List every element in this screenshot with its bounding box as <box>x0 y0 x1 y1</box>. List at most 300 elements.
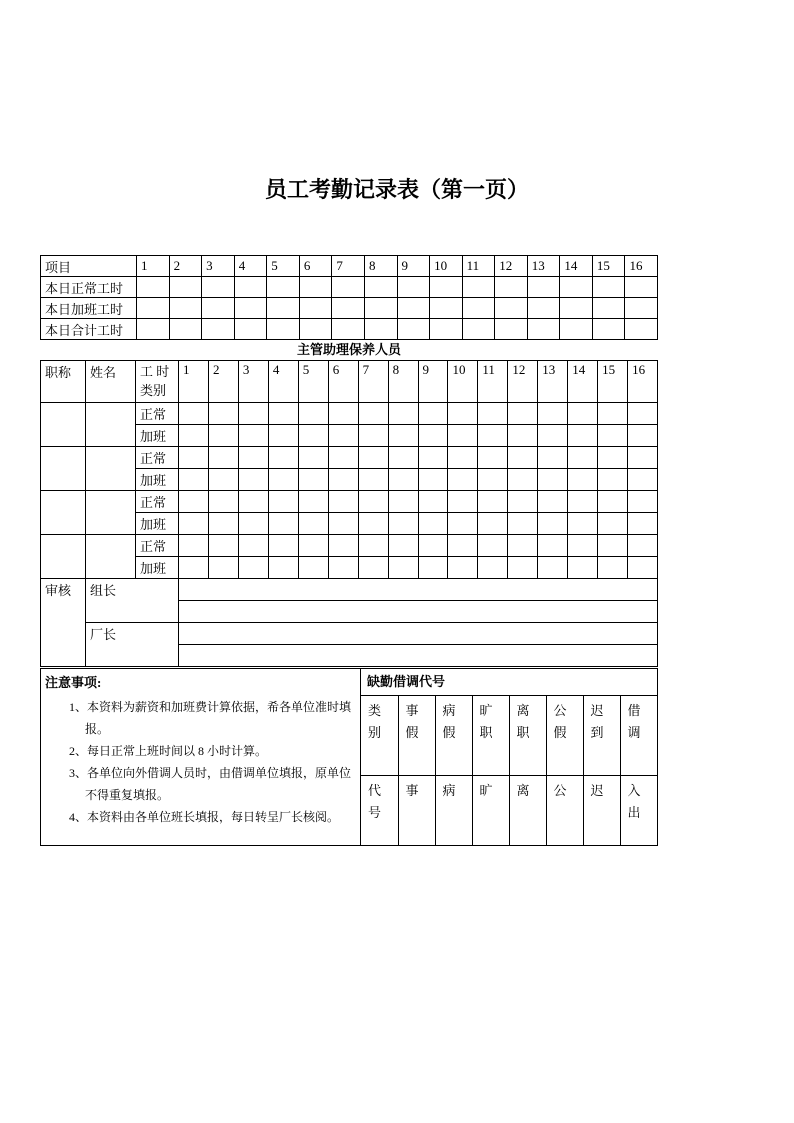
entry-cell <box>625 319 658 340</box>
entry-cell <box>202 277 235 298</box>
entry-cell <box>508 535 538 557</box>
section-label: 主管助理保养人员 <box>296 342 401 357</box>
items-header-cell: 项目 <box>41 256 137 277</box>
entry-cell <box>268 491 298 513</box>
code-cell <box>620 776 657 846</box>
title-col-header: 职称 <box>41 361 86 403</box>
entry-cell <box>137 319 170 340</box>
note-item: 1、本资料为薪资和加班费计算依据，希各单位准时填报。 <box>69 700 352 736</box>
entry-cell <box>478 535 508 557</box>
entry-cell <box>560 319 593 340</box>
entry-cell <box>332 277 365 298</box>
type-label-overtime: 加班 <box>136 469 179 491</box>
entry-cell <box>234 298 267 319</box>
detail-row-normal <box>41 535 658 557</box>
entry-cell <box>508 491 538 513</box>
category-cell <box>435 696 472 776</box>
codes-title: 缺勤借调代号 <box>367 674 446 689</box>
code-text: 旷 <box>479 783 493 798</box>
type-col-header <box>136 361 179 403</box>
category-text: 借调 <box>627 703 641 740</box>
title-cell <box>41 447 86 491</box>
entry-cell <box>238 535 268 557</box>
entry-cell <box>628 535 658 557</box>
entry-cell <box>598 447 628 469</box>
entry-cell <box>328 447 358 469</box>
audit-label-cell: 审核 <box>41 579 86 667</box>
total-hours-row <box>41 319 658 340</box>
note-item: 4、本资料由各单位班长填报，每日转呈厂长核阅。 <box>69 810 340 824</box>
entry-cell <box>328 557 358 579</box>
entry-cell <box>448 535 478 557</box>
entry-cell <box>568 469 598 491</box>
overtime-hours-row <box>41 298 658 319</box>
entry-cell <box>430 319 463 340</box>
entry-cell <box>568 557 598 579</box>
detail-row-normal <box>41 447 658 469</box>
entry-cell <box>332 298 365 319</box>
type-label-normal: 正常 <box>136 491 179 513</box>
type-col-header-line2: 类别 <box>140 383 167 398</box>
entry-cell <box>238 403 268 425</box>
entry-cell <box>169 319 202 340</box>
entry-cell <box>328 491 358 513</box>
entry-cell <box>234 319 267 340</box>
day-number-cell: 2 <box>169 256 202 277</box>
category-cell <box>509 696 546 776</box>
entry-cell <box>568 513 598 535</box>
entry-cell <box>538 469 568 491</box>
entry-cell <box>568 491 598 513</box>
entry-cell <box>478 403 508 425</box>
entry-cell <box>267 298 300 319</box>
entry-cell <box>208 469 238 491</box>
entry-cell <box>358 491 388 513</box>
code-cell <box>509 776 546 846</box>
entry-cell <box>538 403 568 425</box>
day-header-cell: 2 <box>208 361 238 403</box>
day-header-cell: 4 <box>268 361 298 403</box>
entry-cell <box>508 513 538 535</box>
day-header-cell: 14 <box>568 361 598 403</box>
entry-cell <box>268 557 298 579</box>
entry-cell <box>179 513 209 535</box>
entry-cell <box>538 425 568 447</box>
day-header-cell: 1 <box>179 361 209 403</box>
category-label-cell <box>361 696 398 776</box>
entry-cell <box>388 425 418 447</box>
title-cell <box>41 535 86 579</box>
entry-cell <box>628 469 658 491</box>
entry-cell <box>208 425 238 447</box>
entry-cell <box>298 469 328 491</box>
entry-cell <box>137 298 170 319</box>
signature-cell <box>179 645 658 667</box>
entry-cell <box>388 469 418 491</box>
entry-cell <box>527 298 560 319</box>
entry-cell <box>234 277 267 298</box>
entry-cell <box>328 403 358 425</box>
category-text: 迟到 <box>590 703 604 740</box>
title-cell <box>41 491 86 535</box>
day-number-cell: 11 <box>462 256 495 277</box>
entry-cell <box>598 403 628 425</box>
day-header-cell: 5 <box>298 361 328 403</box>
entry-cell <box>358 469 388 491</box>
category-cell <box>583 696 620 776</box>
entry-cell <box>508 403 538 425</box>
day-number-cell: 3 <box>202 256 235 277</box>
signature-cell <box>179 601 658 623</box>
entry-cell <box>508 557 538 579</box>
group-leader-cell: 组长 <box>86 579 179 623</box>
entry-cell <box>418 403 448 425</box>
entry-cell <box>508 447 538 469</box>
entry-cell <box>238 513 268 535</box>
day-header-cell: 6 <box>328 361 358 403</box>
day-number-cell: 5 <box>267 256 300 277</box>
entry-cell <box>328 469 358 491</box>
name-cell <box>86 447 136 491</box>
entry-cell <box>418 425 448 447</box>
factory-director-cell: 厂长 <box>86 623 179 667</box>
entry-cell <box>568 425 598 447</box>
entry-cell <box>628 447 658 469</box>
signature-cell <box>179 623 658 645</box>
entry-cell <box>448 425 478 447</box>
entry-cell <box>598 491 628 513</box>
notes-title: 注意事项: <box>45 675 102 690</box>
entry-cell <box>179 491 209 513</box>
code-text: 事 <box>405 783 419 798</box>
entry-cell <box>625 298 658 319</box>
day-number-cell: 8 <box>364 256 397 277</box>
entry-cell <box>238 425 268 447</box>
entry-cell <box>298 403 328 425</box>
entry-cell <box>358 513 388 535</box>
day-number-cell: 15 <box>592 256 625 277</box>
entry-cell <box>592 298 625 319</box>
entry-cell <box>598 425 628 447</box>
entry-cell <box>202 298 235 319</box>
entry-cell <box>358 447 388 469</box>
entry-cell <box>169 277 202 298</box>
day-number-cell: 16 <box>625 256 658 277</box>
entry-cell <box>298 447 328 469</box>
entry-cell <box>568 447 598 469</box>
entry-cell <box>478 513 508 535</box>
entry-cell <box>358 425 388 447</box>
entry-cell <box>418 513 448 535</box>
entry-cell <box>448 557 478 579</box>
type-label-overtime: 加班 <box>136 513 179 535</box>
entry-cell <box>298 513 328 535</box>
entry-cell <box>418 535 448 557</box>
type-label-normal: 正常 <box>136 403 179 425</box>
day-header-cell: 12 <box>508 361 538 403</box>
entry-cell <box>299 319 332 340</box>
entry-cell <box>388 447 418 469</box>
category-text: 离职 <box>516 703 530 740</box>
entry-cell <box>418 469 448 491</box>
entry-cell <box>628 557 658 579</box>
entry-cell <box>628 425 658 447</box>
code-label-cell <box>361 776 398 846</box>
normal-hours-row <box>41 277 658 298</box>
type-label-normal: 正常 <box>136 535 179 557</box>
entry-cell <box>179 469 209 491</box>
name-col-header: 姓名 <box>86 361 136 403</box>
entry-cell <box>462 277 495 298</box>
name-cell <box>86 403 136 447</box>
entry-cell <box>508 425 538 447</box>
entry-cell <box>418 557 448 579</box>
day-header-cell: 7 <box>358 361 388 403</box>
entry-cell <box>628 403 658 425</box>
code-text: 迟 <box>590 783 604 798</box>
entry-cell <box>388 491 418 513</box>
entry-cell <box>208 447 238 469</box>
entry-cell <box>560 277 593 298</box>
entry-cell <box>299 277 332 298</box>
day-number-cell: 1 <box>137 256 170 277</box>
entry-cell <box>430 298 463 319</box>
code-text: 病 <box>442 783 456 798</box>
entry-cell <box>238 469 268 491</box>
notes-pane <box>41 669 361 845</box>
entry-cell <box>448 491 478 513</box>
entry-cell <box>358 557 388 579</box>
entry-cell <box>202 319 235 340</box>
day-header-cell: 13 <box>538 361 568 403</box>
note-list <box>45 696 358 828</box>
entry-cell <box>592 319 625 340</box>
entry-cell <box>268 513 298 535</box>
entry-cell <box>448 469 478 491</box>
entry-cell <box>332 319 365 340</box>
entry-cell <box>628 513 658 535</box>
entry-cell <box>298 535 328 557</box>
title-cell <box>41 403 86 447</box>
entry-cell <box>328 535 358 557</box>
entry-cell <box>568 535 598 557</box>
personnel-detail-table <box>40 360 658 667</box>
category-cell <box>398 696 435 776</box>
entry-cell <box>538 491 568 513</box>
detail-row-normal <box>41 491 658 513</box>
category-cell <box>472 696 509 776</box>
day-number-cell: 14 <box>560 256 593 277</box>
day-header-cell: 15 <box>598 361 628 403</box>
entry-cell <box>238 447 268 469</box>
entry-cell <box>208 513 238 535</box>
entry-cell <box>388 403 418 425</box>
entry-cell <box>328 513 358 535</box>
name-cell <box>86 491 136 535</box>
code-cell <box>583 776 620 846</box>
day-header-cell: 8 <box>388 361 418 403</box>
daily-hours-table <box>40 255 658 340</box>
row-label-overtime: 本日加班工时 <box>41 298 137 319</box>
audit-row <box>41 579 658 601</box>
row-label-normal: 本日正常工时 <box>41 277 137 298</box>
entry-cell <box>358 535 388 557</box>
entry-cell <box>208 491 238 513</box>
type-label-normal: 正常 <box>136 447 179 469</box>
entry-cell <box>268 447 298 469</box>
detail-row-normal <box>41 403 658 425</box>
day-number-cell: 13 <box>527 256 560 277</box>
day-number-cell: 6 <box>299 256 332 277</box>
entry-cell <box>397 319 430 340</box>
entry-cell <box>298 557 328 579</box>
entry-cell <box>298 491 328 513</box>
page-title: 员工考勤记录表（第一页） <box>264 177 529 202</box>
code-text: 公 <box>553 783 567 798</box>
entry-cell <box>538 535 568 557</box>
audit-row <box>41 623 658 645</box>
entry-cell <box>418 491 448 513</box>
entry-cell <box>238 557 268 579</box>
entry-cell <box>495 277 528 298</box>
entry-cell <box>388 557 418 579</box>
day-number-cell: 4 <box>234 256 267 277</box>
entry-cell <box>478 469 508 491</box>
entry-cell <box>397 277 430 298</box>
type-label-overtime: 加班 <box>136 425 179 447</box>
hours-header-row <box>41 256 658 277</box>
entry-cell <box>169 298 202 319</box>
entry-cell <box>568 403 598 425</box>
entry-cell <box>358 403 388 425</box>
name-cell <box>86 535 136 579</box>
day-header-cell: 11 <box>478 361 508 403</box>
entry-cell <box>268 403 298 425</box>
entry-cell <box>179 403 209 425</box>
entry-cell <box>268 425 298 447</box>
entry-cell <box>388 513 418 535</box>
category-text: 旷职 <box>479 703 493 740</box>
note-item: 2、每日正常上班时间以 8 小时计算。 <box>69 744 268 758</box>
category-text: 病假 <box>442 703 456 740</box>
code-cell <box>435 776 472 846</box>
entry-cell <box>364 319 397 340</box>
entry-cell <box>592 277 625 298</box>
entry-cell <box>478 557 508 579</box>
entry-cell <box>238 491 268 513</box>
entry-cell <box>538 557 568 579</box>
category-label: 类别 <box>368 703 382 740</box>
entry-cell <box>268 535 298 557</box>
entry-cell <box>495 298 528 319</box>
day-number-cell: 10 <box>430 256 463 277</box>
entry-cell <box>267 277 300 298</box>
entry-cell <box>538 513 568 535</box>
entry-cell <box>462 319 495 340</box>
entry-cell <box>598 535 628 557</box>
category-text: 公假 <box>553 703 567 740</box>
row-label-total: 本日合计工时 <box>41 319 137 340</box>
entry-cell <box>462 298 495 319</box>
entry-cell <box>418 447 448 469</box>
code-cell <box>546 776 583 846</box>
code-row <box>361 776 657 846</box>
codes-pane <box>361 669 657 845</box>
day-header-cell: 16 <box>628 361 658 403</box>
entry-cell <box>598 557 628 579</box>
day-number-cell: 9 <box>397 256 430 277</box>
notes-and-codes-section <box>40 668 658 846</box>
code-text: 离 <box>516 783 530 798</box>
category-text: 事假 <box>405 703 419 740</box>
entry-cell <box>268 469 298 491</box>
code-cell <box>398 776 435 846</box>
entry-cell <box>208 535 238 557</box>
entry-cell <box>448 513 478 535</box>
day-number-cell: 12 <box>495 256 528 277</box>
entry-cell <box>328 425 358 447</box>
entry-cell <box>299 298 332 319</box>
entry-cell <box>179 535 209 557</box>
entry-cell <box>527 319 560 340</box>
day-number-cell: 7 <box>332 256 365 277</box>
entry-cell <box>267 319 300 340</box>
code-label: 代号 <box>368 783 382 820</box>
entry-cell <box>625 277 658 298</box>
entry-cell <box>560 298 593 319</box>
entry-cell <box>137 277 170 298</box>
category-cell <box>620 696 657 776</box>
entry-cell <box>538 447 568 469</box>
signature-cell <box>179 579 658 601</box>
detail-header-row <box>41 361 658 403</box>
entry-cell <box>478 425 508 447</box>
entry-cell <box>179 557 209 579</box>
entry-cell <box>430 277 463 298</box>
entry-cell <box>179 425 209 447</box>
entry-cell <box>298 425 328 447</box>
entry-cell <box>364 298 397 319</box>
codes-table <box>361 695 657 846</box>
type-col-header-line1: 工 时 <box>140 364 170 379</box>
entry-cell <box>508 469 538 491</box>
category-cell <box>546 696 583 776</box>
entry-cell <box>527 277 560 298</box>
day-header-cell: 9 <box>418 361 448 403</box>
entry-cell <box>598 513 628 535</box>
category-row <box>361 696 657 776</box>
day-header-cell: 3 <box>238 361 268 403</box>
entry-cell <box>448 403 478 425</box>
entry-cell <box>208 557 238 579</box>
entry-cell <box>448 447 478 469</box>
code-text: 入出 <box>627 783 641 820</box>
entry-cell <box>397 298 430 319</box>
entry-cell <box>364 277 397 298</box>
entry-cell <box>179 447 209 469</box>
type-label-overtime: 加班 <box>136 557 179 579</box>
entry-cell <box>388 535 418 557</box>
entry-cell <box>478 447 508 469</box>
entry-cell <box>598 469 628 491</box>
entry-cell <box>208 403 238 425</box>
code-cell <box>472 776 509 846</box>
note-item: 3、各单位向外借调人员时，由借调单位填报，原单位不得重复填报。 <box>69 766 352 802</box>
entry-cell <box>628 491 658 513</box>
entry-cell <box>478 491 508 513</box>
entry-cell <box>495 319 528 340</box>
day-header-cell: 10 <box>448 361 478 403</box>
